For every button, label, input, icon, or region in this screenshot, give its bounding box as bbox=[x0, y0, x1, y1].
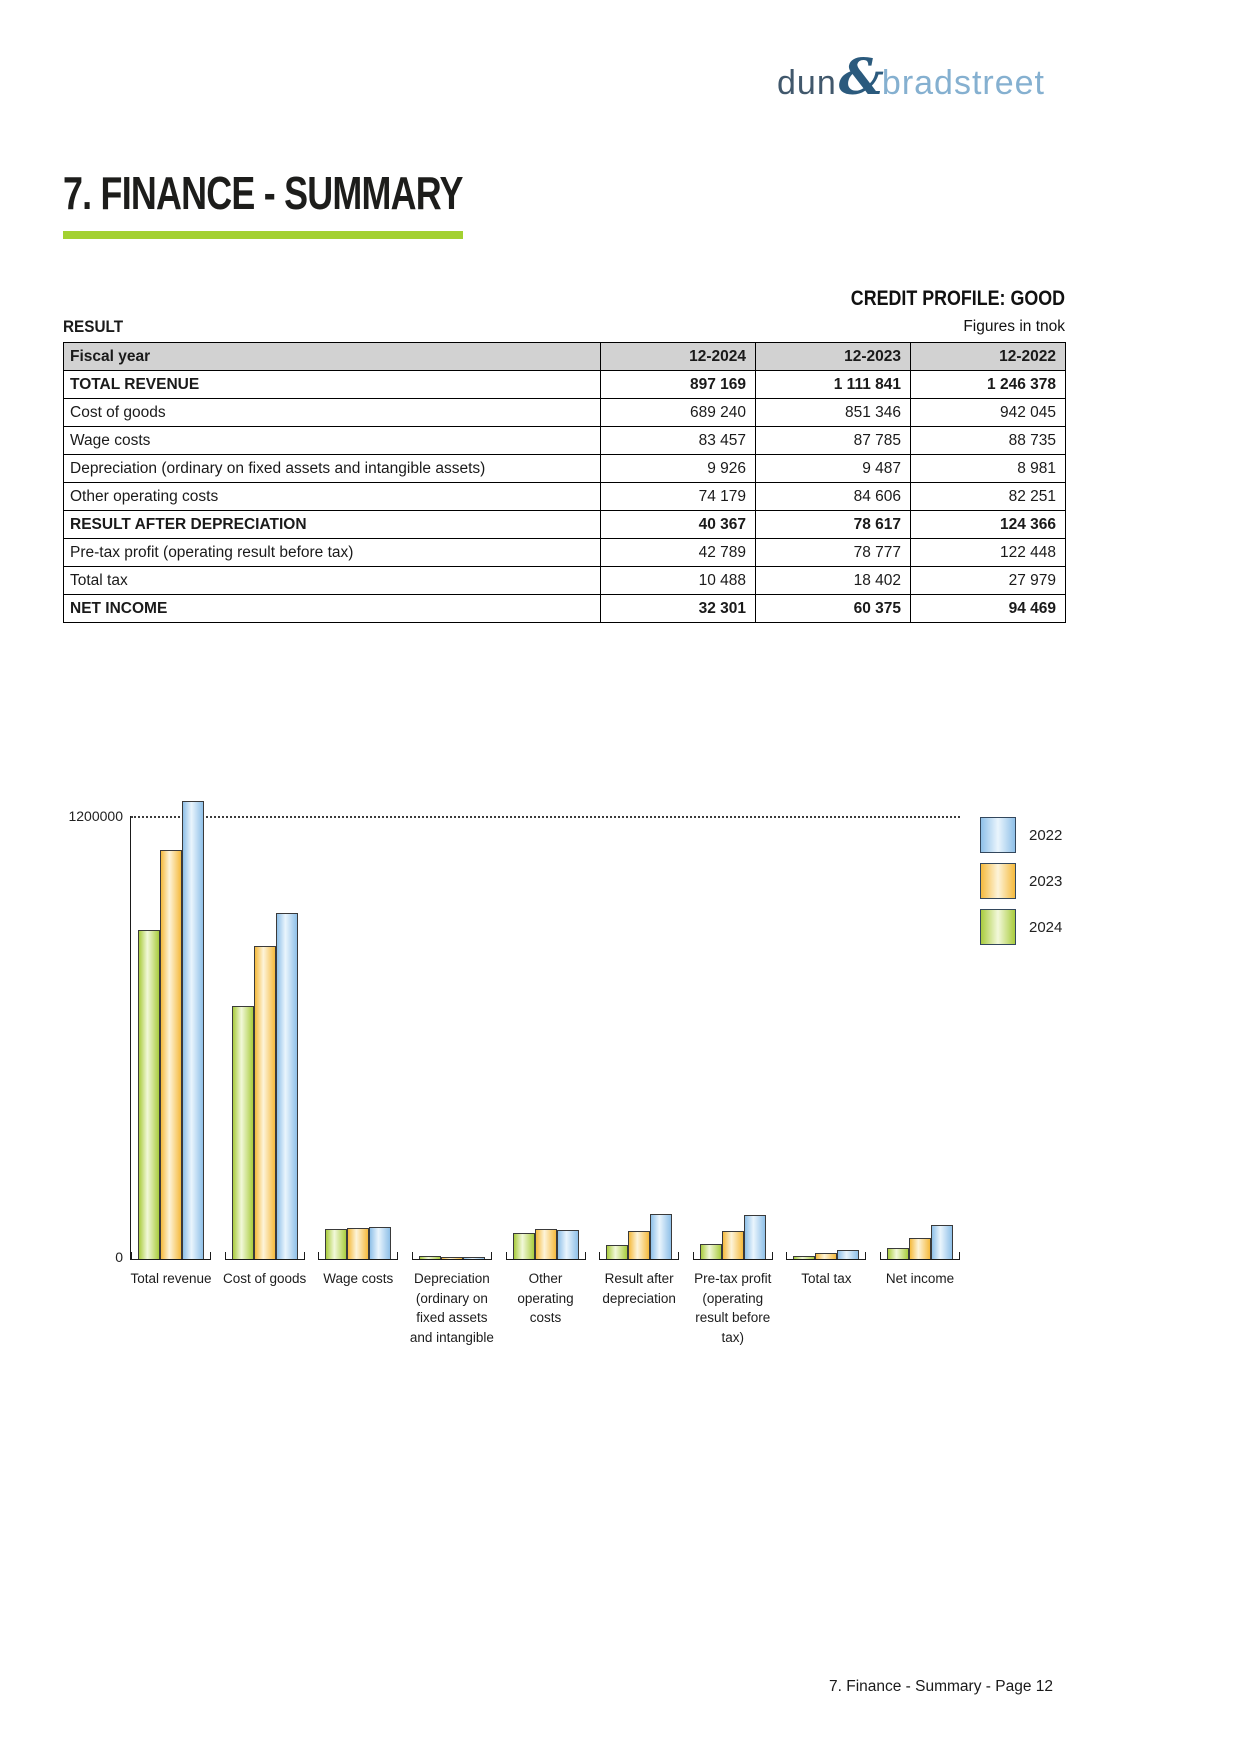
cell-value: 122 448 bbox=[911, 539, 1066, 567]
logo-text-dun: dun bbox=[777, 64, 837, 102]
x-axis-group-bracket bbox=[225, 1252, 305, 1260]
legend-entry-2024 bbox=[980, 909, 1062, 945]
bar-2022-cost-of-goods bbox=[276, 913, 298, 1260]
x-axis-group-bracket bbox=[599, 1252, 679, 1260]
legend-label-2022: 2022 bbox=[1029, 826, 1063, 844]
y-axis-tick-label-zero: 0 bbox=[115, 1249, 123, 1265]
table-row-result-after-depreciation bbox=[64, 511, 1066, 539]
column-header-fiscal-year: Fiscal year bbox=[64, 343, 601, 371]
chart-group-depreciation-ordinary-on-fixed-assets-and-intangible bbox=[409, 815, 494, 1345]
bar-chart-plot-area bbox=[130, 815, 960, 1345]
category-label-depreciation-ordinary-on-fixed-assets-and-intangible: Depreciation (ordinary on fixed assets and intangible bbox=[409, 1271, 494, 1345]
row-label: RESULT AFTER DEPRECIATION bbox=[64, 511, 601, 539]
bar-2023-cost-of-goods bbox=[254, 946, 276, 1260]
chart-group-total-tax bbox=[786, 815, 866, 1286]
chart-group-net-income bbox=[880, 815, 960, 1286]
row-label: Total tax bbox=[64, 567, 601, 595]
cell-value: 83 457 bbox=[601, 427, 756, 455]
cell-value: 60 375 bbox=[756, 595, 911, 623]
chart-legend bbox=[980, 817, 1062, 955]
row-label: Other operating costs bbox=[64, 483, 601, 511]
table-row-cost-of-goods bbox=[64, 399, 1066, 427]
cell-value: 42 789 bbox=[601, 539, 756, 567]
title-accent-bar bbox=[63, 231, 463, 239]
row-label: Pre-tax profit (operating result before tax) bbox=[64, 539, 601, 567]
cell-value: 82 251 bbox=[911, 483, 1066, 511]
cell-value: 40 367 bbox=[601, 511, 756, 539]
bar-2022-total-revenue bbox=[182, 801, 204, 1260]
y-axis-tick-label-max: 1200000 bbox=[68, 808, 123, 824]
cell-value: 78 617 bbox=[756, 511, 911, 539]
legend-swatch-2023 bbox=[980, 863, 1016, 899]
bar-2023-total-revenue bbox=[160, 850, 182, 1260]
legend-entry-2022 bbox=[980, 817, 1062, 853]
x-axis-group-bracket bbox=[412, 1252, 492, 1260]
chart-group-other-operating-costs bbox=[506, 815, 586, 1325]
category-label-other-operating-costs: Other operating costs bbox=[517, 1271, 574, 1325]
chart-group-pre-tax-profit-operating-result-before-tax bbox=[693, 815, 773, 1345]
category-label-total-revenue: Total revenue bbox=[130, 1271, 212, 1286]
legend-swatch-2024 bbox=[980, 909, 1016, 945]
row-label: TOTAL REVENUE bbox=[64, 371, 601, 399]
column-header-12-2022: 12-2022 bbox=[911, 343, 1066, 371]
x-axis-group-bracket bbox=[506, 1252, 586, 1260]
cell-value: 689 240 bbox=[601, 399, 756, 427]
page-title: 7. FINANCE - SUMMARY bbox=[63, 167, 463, 219]
cell-value: 851 346 bbox=[756, 399, 911, 427]
table-row-total-revenue bbox=[64, 371, 1066, 399]
chart-group-result-after-depreciation bbox=[599, 815, 679, 1306]
cell-value: 78 777 bbox=[756, 539, 911, 567]
cell-value: 942 045 bbox=[911, 399, 1066, 427]
cell-value: 94 469 bbox=[911, 595, 1066, 623]
legend-label-2024: 2024 bbox=[1029, 918, 1063, 936]
category-label-pre-tax-profit-operating-result-before-tax: Pre-tax profit (operating result before tax) bbox=[694, 1271, 772, 1345]
cell-value: 27 979 bbox=[911, 567, 1066, 595]
cell-value: 10 488 bbox=[601, 567, 756, 595]
cell-value: 1 246 378 bbox=[911, 371, 1066, 399]
table-row-wage-costs bbox=[64, 427, 1066, 455]
x-axis-group-bracket bbox=[131, 1252, 211, 1260]
row-label: Cost of goods bbox=[64, 399, 601, 427]
bar-2024-cost-of-goods bbox=[232, 1006, 254, 1260]
chart-group-cost-of-goods bbox=[222, 815, 307, 1286]
cell-value: 1 111 841 bbox=[756, 371, 911, 399]
cell-value: 84 606 bbox=[756, 483, 911, 511]
table-row-total-tax bbox=[64, 567, 1066, 595]
dun-bradstreet-logo: dun & bradstreet bbox=[777, 47, 1045, 106]
cell-value: 18 402 bbox=[756, 567, 911, 595]
cell-value: 32 301 bbox=[601, 595, 756, 623]
table-row-other-operating-costs bbox=[64, 483, 1066, 511]
category-label-total-tax: Total tax bbox=[801, 1271, 852, 1286]
table-header-row bbox=[64, 343, 1066, 371]
page-footer: 7. Finance - Summary - Page 12 bbox=[829, 1678, 1053, 1695]
table-row-net-income bbox=[64, 595, 1066, 623]
cell-value: 124 366 bbox=[911, 511, 1066, 539]
row-label: Depreciation (ordinary on fixed assets and intangible assets) bbox=[64, 455, 601, 483]
cell-value: 88 735 bbox=[911, 427, 1066, 455]
cell-value: 9 926 bbox=[601, 455, 756, 483]
cell-value: 87 785 bbox=[756, 427, 911, 455]
x-axis-group-bracket bbox=[880, 1252, 960, 1260]
legend-entry-2023 bbox=[980, 863, 1062, 899]
row-label: Wage costs bbox=[64, 427, 601, 455]
figures-unit-note: Figures in tnok bbox=[963, 318, 1065, 335]
category-label-result-after-depreciation: Result after depreciation bbox=[602, 1271, 676, 1306]
x-axis-group-bracket bbox=[786, 1252, 866, 1260]
table-row-depreciation bbox=[64, 455, 1066, 483]
table-row-pre-tax-profit bbox=[64, 539, 1066, 567]
category-label-net-income: Net income bbox=[885, 1271, 955, 1286]
legend-swatch-2022 bbox=[980, 817, 1016, 853]
cell-value: 8 981 bbox=[911, 455, 1066, 483]
row-label: NET INCOME bbox=[64, 595, 601, 623]
x-axis-group-bracket bbox=[318, 1252, 398, 1260]
result-section-label: RESULT bbox=[63, 317, 124, 336]
bar-2024-total-revenue bbox=[138, 930, 160, 1260]
category-label-cost-of-goods: Cost of goods bbox=[222, 1271, 307, 1286]
logo-text-bradstreet: bradstreet bbox=[881, 64, 1045, 102]
finance-result-table bbox=[63, 342, 1066, 623]
cell-value: 9 487 bbox=[756, 455, 911, 483]
column-header-12-2024: 12-2024 bbox=[601, 343, 756, 371]
column-header-12-2023: 12-2023 bbox=[756, 343, 911, 371]
cell-value: 74 179 bbox=[601, 483, 756, 511]
x-axis-group-bracket bbox=[693, 1252, 773, 1260]
cell-value: 897 169 bbox=[601, 371, 756, 399]
category-label-wage-costs: Wage costs bbox=[323, 1271, 394, 1286]
chart-group-total-revenue bbox=[130, 815, 212, 1286]
legend-label-2023: 2023 bbox=[1029, 872, 1063, 890]
credit-profile-label: CREDIT PROFILE: GOOD bbox=[850, 287, 1065, 310]
chart-group-wage-costs bbox=[318, 815, 398, 1286]
